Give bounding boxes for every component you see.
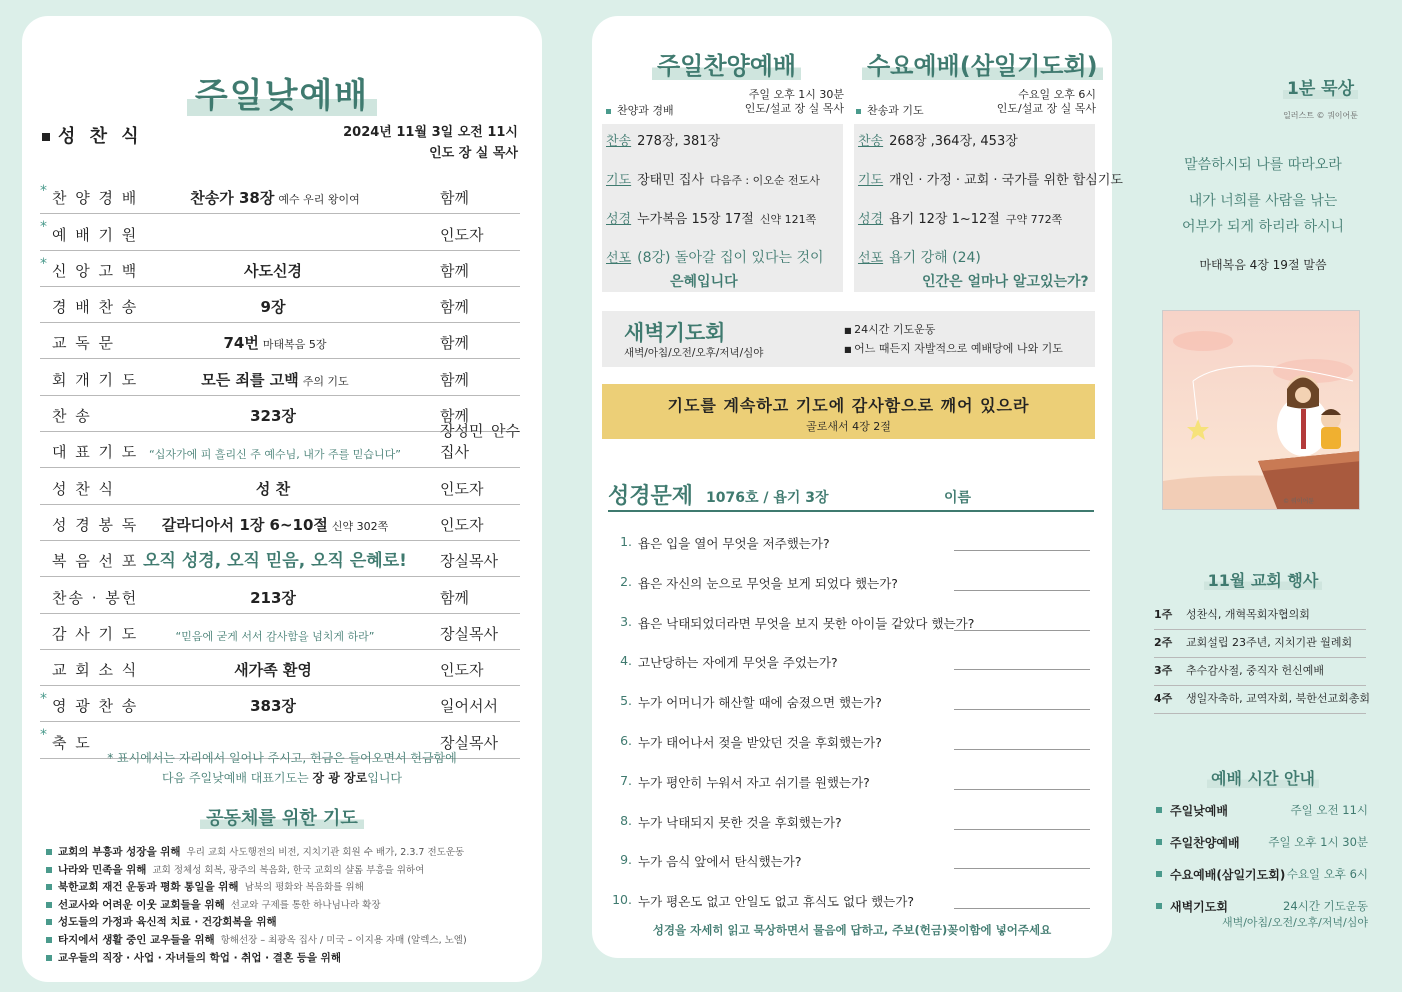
order-label: 복 음 선 포 bbox=[52, 552, 139, 571]
answer-line[interactable] bbox=[954, 630, 1090, 631]
order-label: 성 찬 식 bbox=[52, 479, 116, 498]
quiz-question: 1. 욥은 입을 열어 무엇을 저주했는가? bbox=[608, 522, 1094, 562]
sermon-title: 오직 성경, 오직 믿음, 오직 은혜로! bbox=[143, 551, 407, 572]
list-item: ■ 24시간 기도운동 bbox=[844, 321, 1063, 340]
order-label: 예 배 기 원 bbox=[52, 225, 139, 244]
order-label: 찬송 · 봉헌 bbox=[52, 588, 139, 607]
events-list bbox=[1154, 602, 1371, 714]
dawn-prayer-list bbox=[844, 321, 1063, 359]
service-time-item: 주일낮예배 주일 오전 11시 bbox=[1156, 802, 1368, 834]
stand-marker: * bbox=[40, 727, 47, 744]
order-row bbox=[40, 287, 520, 323]
order-row bbox=[40, 650, 520, 686]
prayer-item: 나라와 민족을 위해 교회 정체성 회복, 광주의 복음화, 한국 교회의 샬롬 부흥을 위하여 bbox=[46, 862, 532, 880]
order-content: 새가족 환영 bbox=[234, 661, 312, 680]
prayer-theme: “십자가에 피 흘리신 주 예수님, 내가 주를 믿습니다” bbox=[149, 448, 401, 462]
service-detail-row: 성경 욥기 12장 1~12절 구약 772쪽 bbox=[858, 212, 1063, 227]
order-leader: 일어서서 bbox=[440, 697, 498, 716]
services-panel bbox=[592, 16, 1123, 958]
order-leader: 함께 bbox=[440, 261, 469, 280]
illustration-credit: 일러스트 © 쿼이어툰 bbox=[1283, 111, 1358, 120]
answer-line[interactable] bbox=[954, 789, 1090, 790]
service-detail-row: 선포 욥기 강해 (24) 인간은 얼마나 알고있는가? bbox=[858, 250, 1089, 290]
order-of-worship-panel bbox=[22, 16, 542, 982]
order-leader: 장실목사 bbox=[440, 624, 498, 643]
order-leader: 인도자 bbox=[440, 661, 484, 680]
prayer-item: 북한교회 재건 운동과 평화 통일을 위해 남북의 평화와 복음화를 위해 bbox=[46, 879, 532, 897]
jesus-fishing-illustration bbox=[1162, 310, 1360, 510]
sunday-praise-box bbox=[602, 124, 843, 292]
order-leader: 인도자 bbox=[440, 515, 484, 534]
order-content: 213장 bbox=[250, 588, 296, 607]
order-content: 모든 죄를 고백 주의 기도 bbox=[201, 370, 349, 389]
quiz-question: 10. 누가 평온도 없고 안일도 없고 휴식도 없다 했는가? bbox=[608, 880, 1094, 920]
order-leader: 장실목사 bbox=[440, 552, 498, 571]
order-content: 9장 bbox=[260, 298, 286, 317]
footnote: * 표시에서는 자리에서 일어나 주시고, 헌금은 들어오면서 헌금함에 다음 주일낮예배 대표기도는 장 광 장로입니다 bbox=[107, 751, 457, 785]
order-row bbox=[40, 577, 520, 613]
order-row bbox=[40, 359, 520, 395]
quiz-header bbox=[608, 482, 1094, 512]
order-row bbox=[40, 214, 520, 250]
answer-line[interactable] bbox=[954, 868, 1090, 869]
order-content bbox=[140, 227, 410, 245]
prayer-item: 타지에서 생활 중인 교우들을 위해 항해선장 – 최광옥 집사 / 미국 – 이지용 자매 (알렉스, 노엘) bbox=[46, 932, 532, 950]
order-label: 찬 양 경 배 bbox=[52, 189, 139, 208]
order-content: 성 찬 bbox=[255, 479, 291, 498]
page-title: 주일낮예배 bbox=[22, 68, 542, 117]
stand-marker: * bbox=[40, 183, 47, 199]
stand-marker: * bbox=[40, 255, 47, 272]
order-row bbox=[40, 686, 520, 722]
prayer-item: 교우들의 직장 · 사업 · 자녀들의 학업 · 취업 · 결혼 등을 위해 bbox=[46, 950, 532, 968]
illustration-watermark: © 쿼이어툰 bbox=[1283, 498, 1315, 505]
stand-marker: * bbox=[40, 691, 47, 708]
order-leader: 함께 bbox=[440, 189, 469, 208]
sunday-praise-sub: 찬양과 경배 주일 오후 1시 30분 인도/설교 장 실 목사 bbox=[606, 88, 844, 118]
order-row bbox=[40, 323, 520, 359]
order-leader: 함께 bbox=[440, 588, 469, 607]
order-label: 대 표 기 도 bbox=[52, 443, 139, 462]
answer-line[interactable] bbox=[954, 709, 1090, 710]
order-label: 신 앙 고 백 bbox=[52, 261, 139, 280]
prayer-item: 선교사와 어려운 이웃 교회들을 위해 선교와 구제를 통한 하나님나라 확장 bbox=[46, 897, 532, 915]
dawn-prayer-box bbox=[602, 311, 1095, 367]
order-label: 성 경 봉 독 bbox=[52, 515, 139, 534]
answer-line[interactable] bbox=[954, 908, 1090, 909]
events-title: 11월 교회 행사 bbox=[1138, 568, 1388, 591]
quiz-question: 2. 욥은 자신의 눈으로 무엇을 보게 되었다 했는가? bbox=[608, 562, 1094, 602]
section-heading: 성 찬 식 bbox=[42, 122, 143, 148]
service-detail-row: 성경 누가복음 15장 17절 신약 121쪽 bbox=[606, 212, 817, 227]
verse-banner bbox=[602, 384, 1095, 439]
prayer-list bbox=[46, 844, 532, 967]
wednesday-service-title: 수요예배(삼일기도회) bbox=[862, 46, 1103, 81]
order-label: 회 개 기 도 bbox=[52, 370, 139, 389]
service-date: 2024년 11월 3일 오전 11시 인도 장 실 목사 bbox=[343, 125, 518, 161]
service-time-item: 주일찬양예배 주일 오후 1시 30분 bbox=[1156, 834, 1368, 866]
quiz-question: 9. 누가 음식 앞에서 탄식했는가? bbox=[608, 840, 1094, 880]
order-row bbox=[40, 178, 520, 214]
order-leader: 인도자 bbox=[440, 479, 484, 498]
order-leader: 함께 bbox=[440, 407, 469, 426]
service-detail-row: 찬송 278장, 381장 bbox=[606, 134, 721, 149]
order-label: 축 도 bbox=[52, 733, 92, 752]
answer-line[interactable] bbox=[954, 590, 1090, 591]
prayer-item: 성도들의 가정과 육신적 치료 · 건강회복을 위해 bbox=[46, 914, 532, 932]
quiz-question: 5. 누가 어머니가 해산할 때에 숨졌으면 했는가? bbox=[608, 681, 1094, 721]
sunday-praise-title: 주일찬양예배 bbox=[652, 46, 801, 81]
dawn-prayer-times: 새벽/아침/오전/오후/저녁/심야 bbox=[624, 347, 764, 359]
verse-text: 기도를 계속하고 기도에 감사함으로 깨어 있으라 bbox=[667, 396, 1030, 415]
meditation-title: 1분 묵상 bbox=[1283, 74, 1358, 99]
meditation-verse: 말씀하시되 나를 따라오라 내가 너희를 사람을 낚는 어부가 되게 하리라 하시니 bbox=[1181, 157, 1345, 235]
service-detail-row: 기도 개인 · 가정 · 교회 · 국가를 위한 합심기도 bbox=[858, 173, 1123, 188]
order-list bbox=[40, 178, 520, 759]
order-label: 감 사 기 도 bbox=[52, 624, 139, 643]
quiz-question: 3. 욥은 낙태되었더라면 무엇을 보지 못한 아이들 같았다 했는가? bbox=[608, 602, 1094, 642]
order-label: 영 광 찬 송 bbox=[52, 697, 139, 716]
order-label: 찬 송 bbox=[52, 407, 92, 426]
order-leader: 함께 bbox=[440, 334, 469, 353]
order-content: 찬송가 38장 예수 우리 왕이여 bbox=[190, 189, 360, 208]
order-content: 383장 bbox=[250, 697, 296, 716]
order-row bbox=[40, 251, 520, 287]
order-content: 74번 마태복음 5장 bbox=[223, 334, 327, 353]
quiz-subtitle: 1076호 / 욥기 3장 bbox=[706, 490, 829, 506]
service-detail-row: 기도 장태민 집사 다음주 : 이오순 전도사 bbox=[606, 173, 820, 188]
answer-line[interactable] bbox=[954, 829, 1090, 830]
order-leader: 함께 bbox=[440, 298, 469, 317]
sidebar bbox=[1138, 40, 1388, 960]
meditation-ref: 마태복음 4장 19절 말씀 bbox=[1199, 258, 1327, 272]
service-detail-row: 찬송 268장 ,364장, 453장 bbox=[858, 134, 1018, 149]
order-label: 교 독 문 bbox=[52, 334, 116, 353]
quiz-question: 6. 누가 태어나서 젖을 받았던 것을 후회했는가? bbox=[608, 721, 1094, 761]
event-item: 2주 교회설립 23주년, 지치기관 월례회 bbox=[1154, 630, 1366, 658]
event-item: 4주 생일자축하, 교역자회, 북한선교회총회 bbox=[1154, 686, 1366, 714]
wednesday-service-box bbox=[854, 124, 1123, 292]
answer-line[interactable] bbox=[954, 669, 1090, 670]
order-content: 사도신경 bbox=[244, 261, 302, 280]
event-item: 1주 성찬식, 개혁목회자협의회 bbox=[1154, 602, 1366, 630]
quiz-question: 4. 고난당하는 자에게 무엇을 주었는가? bbox=[608, 641, 1094, 681]
order-row bbox=[40, 614, 520, 650]
order-content: 323장 bbox=[250, 407, 296, 426]
event-item: 3주 추수감사절, 중직자 헌신예배 bbox=[1154, 658, 1366, 686]
order-leader: 장실목사 bbox=[440, 733, 498, 752]
prayer-theme: “믿음에 굳게 서서 감사함을 넘치게 하라” bbox=[175, 629, 375, 643]
answer-line[interactable] bbox=[954, 550, 1090, 551]
order-row bbox=[40, 541, 520, 577]
quiz-footer: 성경을 자세히 읽고 묵상하면서 물음에 답하고, 주보(헌금)꽂이함에 넣어주세요 bbox=[652, 923, 1052, 937]
service-time-item: 새벽기도회 24시간 기도운동 새벽/아침/오전/오후/저녁/심야 bbox=[1156, 898, 1368, 930]
order-row bbox=[40, 468, 520, 504]
quiz-list bbox=[608, 522, 1094, 920]
quiz-title: 성경문제 bbox=[608, 484, 694, 509]
service-detail-row: 선포 (8강) 돌아갈 집이 있다는 것이 은혜입니다 bbox=[606, 250, 824, 290]
service-times-list bbox=[1156, 802, 1368, 930]
list-item: ■ 어느 때든지 자발적으로 예배당에 나와 기도 bbox=[844, 340, 1063, 359]
wednesday-service-sub: 찬송과 기도 수요일 오후 6시 인도/설교 장 실 목사 bbox=[856, 88, 1096, 118]
name-label: 이름 bbox=[944, 490, 972, 506]
order-label: 교 회 소 식 bbox=[52, 661, 139, 680]
service-time-item: 수요예배(삼일기도회) 수요일 오후 6시 bbox=[1156, 866, 1368, 898]
service-times-title: 예배 시간 안내 bbox=[1138, 766, 1388, 789]
order-row bbox=[40, 505, 520, 541]
answer-line[interactable] bbox=[954, 749, 1090, 750]
prayer-item: 교회의 부흥과 성장을 위해 우리 교회 사도행전의 비전, 지치기관 회원 수 배가, 2.3.7 전도운동 bbox=[46, 844, 532, 862]
community-prayer-title: 공동체를 위한 기도 bbox=[22, 804, 542, 830]
quiz-question: 7. 누가 평안히 누워서 자고 쉬기를 원했는가? bbox=[608, 761, 1094, 801]
dawn-prayer-title: 새벽기도회 bbox=[624, 321, 726, 345]
order-leader: 인도자 bbox=[440, 225, 484, 244]
quiz-question: 8. 누가 낙태되지 못한 것을 후회했는가? bbox=[608, 801, 1094, 841]
stand-marker: * bbox=[40, 219, 47, 236]
order-content: 갈라디아서 1장 6~10절 신약 302쪽 bbox=[161, 515, 389, 534]
order-row bbox=[40, 422, 520, 468]
order-leader: 장성민 안수집사 bbox=[440, 422, 520, 462]
verse-ref: 골로새서 4장 2절 bbox=[806, 420, 891, 433]
order-leader: 함께 bbox=[440, 370, 469, 389]
order-label: 경 배 찬 송 bbox=[52, 298, 139, 317]
